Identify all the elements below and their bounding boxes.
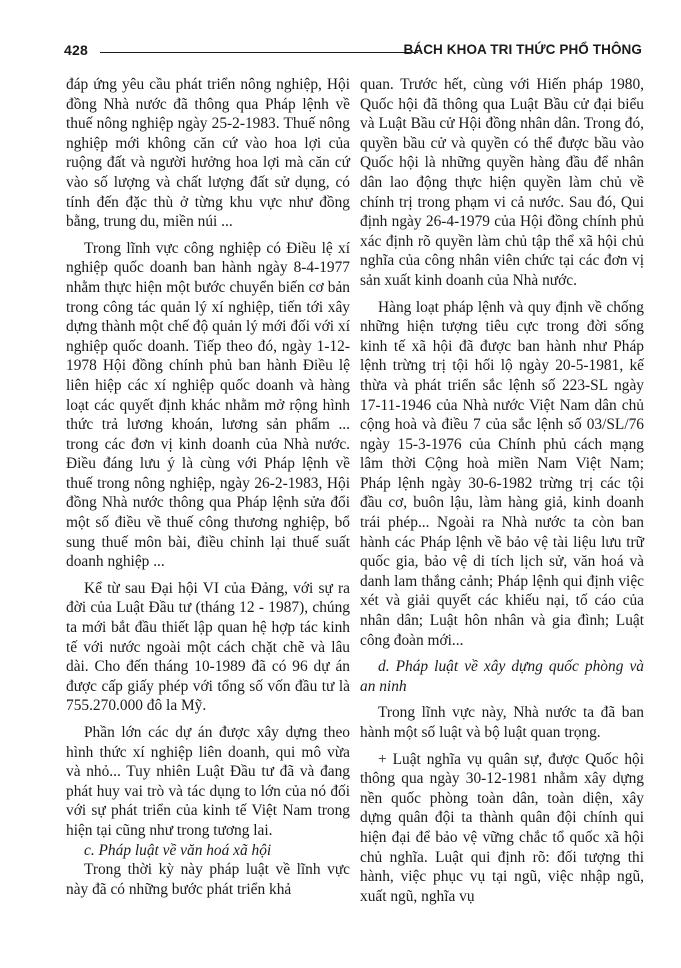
paragraph: Trong thời kỳ này pháp luật về lĩnh vực này đã có những bước phát triển khả [66,861,350,898]
header-rule [100,52,418,53]
page-number: 428 [64,42,88,58]
right-column [360,75,644,906]
paragraph: + Luật nghĩa vụ quân sự, được Quốc hội thông qua ngày 30-12-1981 nhằm xây dựng nền quốc phòng toàn dân, toàn diện, xây dựng quân đội ta thành quân đội chính qui hiện đại để bảo vệ vững chắc tổ quốc xã hội chủ nghĩa. Luật qui định rõ: đối tượng thi hành, việc phục vụ tại ngũ, việc nhập ngũ, xuất ngũ, nghĩa vụ [360,750,644,905]
paragraph: quan. Trước hết, cùng với Hiến pháp 1980, Quốc hội đã thông qua Luật Bầu cử đại biểu và Luật Bầu cử Hội đồng nhân dân. Trong đó, quyền bầu cử và quyền có thể được bầu vào Quốc hội là những quyền hàng đầu để nhân dân lao động thực hiện quyền làm chủ về chính trị trong phạm vi cả nước. Sau đó, Qui định ngày 26-4-1979 của Hội đồng chính phủ xác định rõ quyền làm chủ tập thể xã hội chủ nghĩa của công nhân viên chức tại các đơn vị sản xuất kinh doanh của Nhà nước. [360,76,644,289]
page-header [64,42,642,66]
section-heading: c. Pháp luật về văn hoá xã hội [84,841,272,859]
paragraph: Trong lĩnh vực công nghiệp có Điều lệ xí nghiệp quốc doanh ban hành ngày 8-4-1977 nhằm thực hiện một bước chuyển biến cơ bản trong công tác quản lý xí nghiệp, tiến tới xây dựng thành một chế độ quản lý mới đối với xí nghiệp quốc doanh. Tiếp theo đó, ngày 1-12-1978 Hội đồng chính phủ ban hành Điều lệ liên hiệp các xí nghiệp quốc doanh và hàng loạt các quyết định khác nhằm mở rộng hình thức trả lương khoán, lương sản phẩm ... trong các đơn vị kinh doanh của Nhà nước. Điều đáng lưu ý là cùng với Pháp lệnh về thuế trong nông nghiệp, ngày 26-2-1983, Hội đồng Nhà nước thông qua Pháp lệnh sửa đổi một số điều về thuế công thương nghiệp, bổ sung thuế môn bài, điều chỉnh lại thuế suất doanh nghiệp ... [66,239,350,571]
paragraph: Hàng loạt pháp lệnh và quy định về chống những hiện tượng tiêu cực trong đời sống kinh tế xã hội đã được ban hành như Pháp lệnh trừng trị tội hối lộ ngày 20-5-1981, kế thừa và phát triển sắc lệnh số 223-SL ngày 17-11-1946 của Nhà nước Việt Nam dân chủ cộng hoà và điều 7 của sắc lệnh số 03/SL/76 ngày 15-3-1976 của Chính phủ cách mạng lâm thời Cộng hoà miền Nam Việt Nam; Pháp lệnh ngày 30-6-1982 trừng trị các tội đầu cơ, buôn lậu, làm hàng giả, kinh doanh trái phép... Ngoài ra Nhà nước ta còn ban hành các Pháp lệnh về bảo vệ tài liệu lưu trữ quốc gia, bảo vệ di tích lịch sử, văn hoá và danh lam thắng cảnh; Pháp lệnh qui định việc xét và giải quyết các khiếu nại, tố cáo của nhân dân; Luật hôn nhân và gia đình; Luật công đoàn mới... [360,298,644,649]
paragraph: Kể từ sau Đại hội VI của Đảng, với sự ra đời của Luật Đầu tư (tháng 12 - 1987), chúng ta mới bắt đầu thiết lập quan hệ hợp tác kinh tế với nước ngoài một cách chặt chẽ và lâu dài. Cho đến tháng 10-1989 đã có 96 dự án được cấp giấy phép với tổng số vốn đầu tư là 755.270.000 đô la Mỹ. [66,579,350,715]
running-title: BÁCH KHOA TRI THỨC PHỔ THÔNG [403,42,642,57]
section-heading: d. Pháp luật về xây dựng quốc phòng và an ninh [360,658,644,695]
paragraph: Phần lớn các dự án được xây dựng theo hình thức xí nghiệp liên doanh, qui mô vừa và nhỏ... Tuy nhiên Luật Đầu tư đã và đang phát huy vai trò và tác dụng to lớn của nó đối với sự phát triển của kinh tế Việt Nam trong hiện tại cũng như trong tương lai. [66,724,350,839]
left-column [66,75,350,899]
paragraph: đáp ứng yêu cầu phát triển nông nghiệp, Hội đồng Nhà nước đã thông qua Pháp lệnh về thuế nông nghiệp ngày 25-2-1983. Thuế nông nghiệp mới không căn cứ vào hoa lợi của ruộng đất và người hưởng hoa lợi mà căn cứ vào số lượng và chất lượng đất sử dụng, có tính đến đặc thù ở từng khu vực như đồng bằng, trung du, miền núi ... [66,76,350,231]
paragraph: Trong lĩnh vực này, Nhà nước ta đã ban hành một số luật và bộ luật quan trọng. [360,704,644,741]
